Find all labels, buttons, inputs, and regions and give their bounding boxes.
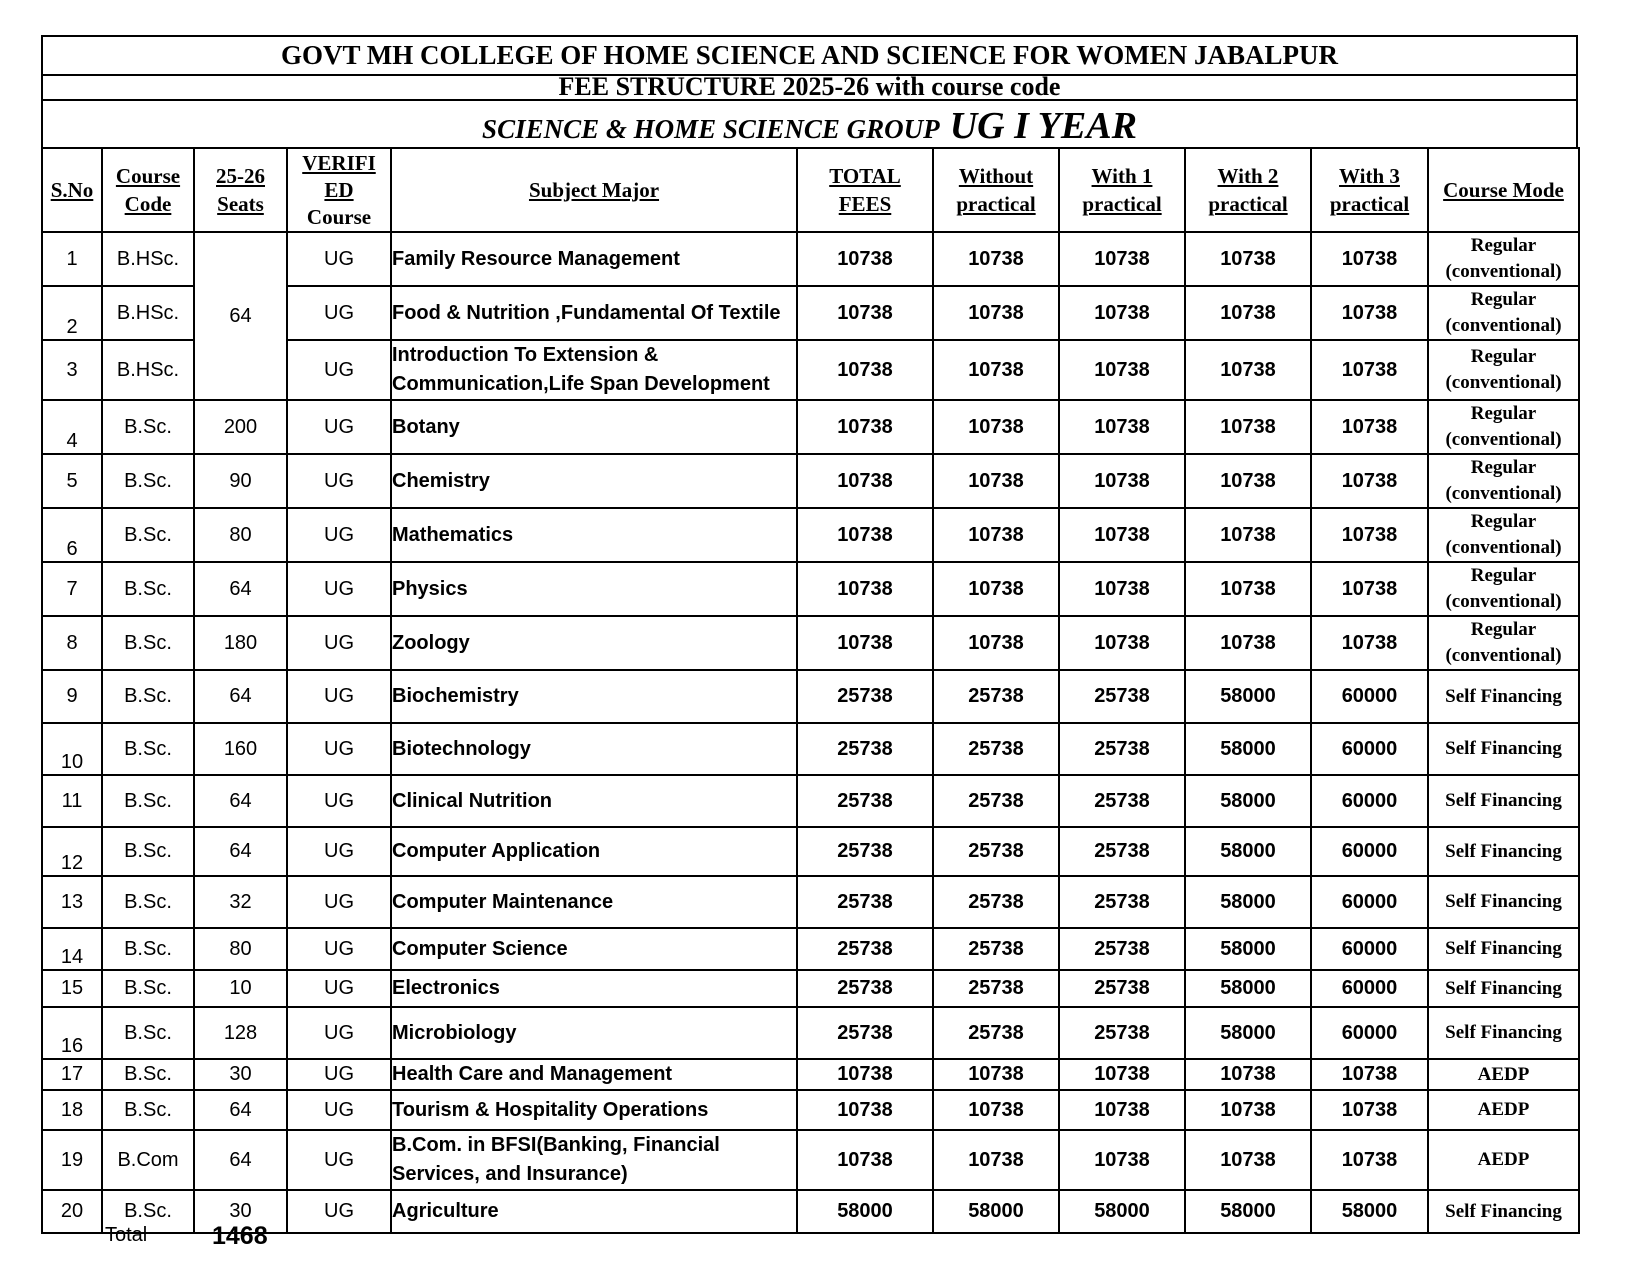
- total-seats-value: 1468: [212, 1222, 268, 1250]
- sno-cell: 17: [42, 1059, 102, 1090]
- with3-fee-cell: 60000: [1311, 723, 1428, 775]
- table-row: [42, 970, 1579, 1007]
- course-code-cell: B.Sc.: [102, 400, 194, 454]
- with2-fee-cell: 58000: [1185, 970, 1311, 1007]
- with1-fee-cell: 25738: [1059, 928, 1185, 970]
- sno-cell: 9: [42, 670, 102, 723]
- col-with2-line2: practical: [1208, 192, 1288, 216]
- col-verified-line3: Course: [306, 204, 372, 229]
- course-mode-cell: Self Financing: [1428, 1007, 1579, 1059]
- with2-fee-cell: 10738: [1185, 340, 1311, 400]
- col-verified-header: [287, 148, 391, 232]
- with3-fee-cell: 10738: [1311, 1090, 1428, 1130]
- with2-fee-cell: 10738: [1185, 508, 1311, 562]
- without-fee-cell: 10738: [933, 1130, 1059, 1190]
- seats-cell: 200: [194, 400, 287, 454]
- course-mode-cell: Regular (conventional): [1428, 286, 1579, 340]
- sno-cell: 15: [42, 970, 102, 1007]
- with1-fee-cell: 58000: [1059, 1190, 1185, 1233]
- verified-course-cell: UG: [287, 876, 391, 928]
- with1-fee-cell: 25738: [1059, 970, 1185, 1007]
- subject-cell: Tourism & Hospitality Operations: [391, 1090, 797, 1130]
- course-mode-cell: Regular (conventional): [1428, 232, 1579, 286]
- with3-fee-cell: 10738: [1311, 454, 1428, 508]
- sno-cell: 19: [42, 1130, 102, 1190]
- col-seats-line1: 25-26: [216, 164, 265, 188]
- with1-fee-cell: 25738: [1059, 827, 1185, 876]
- verified-course-cell: UG: [287, 670, 391, 723]
- seats-cell: 90: [194, 454, 287, 508]
- course-mode-cell: Self Financing: [1428, 928, 1579, 970]
- course-mode-cell: Regular (conventional): [1428, 508, 1579, 562]
- col-course-code-line2: Code: [124, 192, 172, 216]
- subject-cell: Biochemistry: [391, 670, 797, 723]
- seats-cell: 32: [194, 876, 287, 928]
- course-mode-cell: Regular (conventional): [1428, 616, 1579, 670]
- sno-cell: 14: [42, 928, 102, 970]
- sno-cell: 3: [42, 340, 102, 400]
- subject-cell: Botany: [391, 400, 797, 454]
- with3-fee-cell: 58000: [1311, 1190, 1428, 1233]
- with2-fee-cell: 58000: [1185, 1190, 1311, 1233]
- with2-fee-cell: 58000: [1185, 775, 1311, 827]
- seats-cell: 64: [194, 670, 287, 723]
- sno-cell: 7: [42, 562, 102, 616]
- with3-fee-cell: 60000: [1311, 827, 1428, 876]
- col-with1-line1: With 1: [1091, 164, 1153, 188]
- course-mode-cell: AEDP: [1428, 1059, 1579, 1090]
- col-without-line2: practical: [956, 192, 1036, 216]
- with3-fee-cell: 60000: [1311, 928, 1428, 970]
- course-code-cell: B.Sc.: [102, 876, 194, 928]
- col-seats-header: [194, 148, 287, 232]
- subject-cell: Computer Application: [391, 827, 797, 876]
- course-code-cell: B.Sc.: [102, 928, 194, 970]
- verified-course-cell: UG: [287, 1007, 391, 1059]
- sno-cell: 16: [42, 1007, 102, 1059]
- course-code-cell: B.Sc.: [102, 723, 194, 775]
- table-row: [42, 616, 1579, 670]
- table-row: [42, 876, 1579, 928]
- total-fee-cell: 25738: [797, 876, 933, 928]
- with2-fee-cell: 10738: [1185, 1090, 1311, 1130]
- col-with3-header: [1311, 148, 1428, 232]
- sno-cell: 10: [42, 723, 102, 775]
- verified-course-cell: UG: [287, 1130, 391, 1190]
- subject-cell: Computer Science: [391, 928, 797, 970]
- with3-fee-cell: 10738: [1311, 508, 1428, 562]
- with1-fee-cell: 25738: [1059, 670, 1185, 723]
- subject-cell: Family Resource Management: [391, 232, 797, 286]
- with2-fee-cell: 10738: [1185, 232, 1311, 286]
- col-total-line1: TOTAL: [829, 164, 901, 188]
- with3-fee-cell: 60000: [1311, 970, 1428, 1007]
- with3-fee-cell: 10738: [1311, 286, 1428, 340]
- with3-fee-cell: 10738: [1311, 340, 1428, 400]
- course-mode-cell: Regular (conventional): [1428, 454, 1579, 508]
- total-fee-cell: 25738: [797, 723, 933, 775]
- course-mode-cell: Self Financing: [1428, 827, 1579, 876]
- total-label: Total: [105, 1224, 148, 1246]
- verified-course-cell: UG: [287, 400, 391, 454]
- table-row: [42, 1059, 1579, 1090]
- total-fee-cell: 10738: [797, 454, 933, 508]
- seats-cell: 80: [194, 508, 287, 562]
- with3-fee-cell: 10738: [1311, 1130, 1428, 1190]
- total-fee-cell: 25738: [797, 928, 933, 970]
- course-code-cell: B.Com: [102, 1130, 194, 1190]
- verified-course-cell: UG: [287, 1190, 391, 1233]
- table-row: [42, 400, 1579, 454]
- with2-fee-cell: 58000: [1185, 876, 1311, 928]
- totals-footer: [41, 1222, 441, 1262]
- subject-cell: Health Care and Management: [391, 1059, 797, 1090]
- with1-fee-cell: 10738: [1059, 1059, 1185, 1090]
- without-fee-cell: 25738: [933, 928, 1059, 970]
- course-code-cell: B.Sc.: [102, 670, 194, 723]
- table-row: [42, 670, 1579, 723]
- total-fee-cell: 10738: [797, 1059, 933, 1090]
- seats-cell: 64: [194, 827, 287, 876]
- without-fee-cell: 10738: [933, 454, 1059, 508]
- subject-cell: Physics: [391, 562, 797, 616]
- without-fee-cell: 10738: [933, 508, 1059, 562]
- subject-cell: B.Com. in BFSI(Banking, Financial Services, and Insurance): [391, 1130, 797, 1190]
- with3-fee-cell: 60000: [1311, 775, 1428, 827]
- without-fee-cell: 10738: [933, 340, 1059, 400]
- without-fee-cell: 10738: [933, 616, 1059, 670]
- total-fee-cell: 25738: [797, 1007, 933, 1059]
- course-mode-cell: Self Financing: [1428, 723, 1579, 775]
- table-row: [42, 775, 1579, 827]
- sno-cell: 13: [42, 876, 102, 928]
- with1-fee-cell: 25738: [1059, 775, 1185, 827]
- total-fee-cell: 10738: [797, 508, 933, 562]
- without-fee-cell: 25738: [933, 670, 1059, 723]
- with3-fee-cell: 10738: [1311, 1059, 1428, 1090]
- total-fee-cell: 25738: [797, 670, 933, 723]
- seats-cell: 64: [194, 775, 287, 827]
- col-mode-header: Course Mode: [1428, 148, 1579, 232]
- verified-course-cell: UG: [287, 1090, 391, 1130]
- total-fee-cell: 25738: [797, 827, 933, 876]
- verified-course-cell: UG: [287, 340, 391, 400]
- with2-fee-cell: 58000: [1185, 670, 1311, 723]
- with1-fee-cell: 10738: [1059, 400, 1185, 454]
- with3-fee-cell: 10738: [1311, 616, 1428, 670]
- course-mode-cell: AEDP: [1428, 1090, 1579, 1130]
- col-course-code-header: [102, 148, 194, 232]
- course-code-cell: B.HSc.: [102, 286, 194, 340]
- with1-fee-cell: 25738: [1059, 1007, 1185, 1059]
- with1-fee-cell: 25738: [1059, 876, 1185, 928]
- table-row: [42, 1090, 1579, 1130]
- verified-course-cell: UG: [287, 827, 391, 876]
- seats-cell: 128: [194, 1007, 287, 1059]
- table-row: [42, 562, 1579, 616]
- verified-course-cell: UG: [287, 454, 391, 508]
- col-without-line1: Without: [958, 164, 1034, 188]
- with3-fee-cell: 60000: [1311, 670, 1428, 723]
- with2-fee-cell: 58000: [1185, 928, 1311, 970]
- subject-cell: Clinical Nutrition: [391, 775, 797, 827]
- course-mode-cell: AEDP: [1428, 1130, 1579, 1190]
- total-fee-cell: 10738: [797, 1130, 933, 1190]
- verified-course-cell: UG: [287, 970, 391, 1007]
- col-with3-line2: practical: [1329, 192, 1410, 216]
- col-with2-header: [1185, 148, 1311, 232]
- with2-fee-cell: 10738: [1185, 454, 1311, 508]
- course-code-cell: B.Sc.: [102, 827, 194, 876]
- total-fee-cell: 10738: [797, 286, 933, 340]
- total-fee-cell: 10738: [797, 400, 933, 454]
- table-row: [42, 508, 1579, 562]
- verified-course-cell: UG: [287, 775, 391, 827]
- total-fee-cell: 58000: [797, 1190, 933, 1233]
- with2-fee-cell: 10738: [1185, 286, 1311, 340]
- table-row: [42, 827, 1579, 876]
- subject-cell: Zoology: [391, 616, 797, 670]
- seats-cell: 30: [194, 1059, 287, 1090]
- col-with1-line2: practical: [1082, 192, 1162, 216]
- seats-cell: 160: [194, 723, 287, 775]
- with1-fee-cell: 10738: [1059, 286, 1185, 340]
- col-total-header: [797, 148, 933, 232]
- col-verified-line1: VERIFI: [302, 150, 376, 175]
- year-label: UG I YEAR: [949, 105, 1137, 147]
- subject-cell: Computer Maintenance: [391, 876, 797, 928]
- course-mode-cell: Regular (conventional): [1428, 340, 1579, 400]
- table-row: [42, 232, 1579, 286]
- col-seats-line2: Seats: [217, 192, 264, 216]
- total-fee-cell: 10738: [797, 616, 933, 670]
- fee-structure-title: FEE STRUCTURE 2025-26 with course code: [41, 74, 1578, 99]
- with2-fee-cell: 10738: [1185, 400, 1311, 454]
- total-fee-cell: 25738: [797, 775, 933, 827]
- seats-cell: 64: [194, 232, 287, 400]
- verified-course-cell: UG: [287, 928, 391, 970]
- table-row: [42, 1130, 1579, 1190]
- col-without-header: [933, 148, 1059, 232]
- without-fee-cell: 25738: [933, 775, 1059, 827]
- course-code-cell: B.Sc.: [102, 1059, 194, 1090]
- with3-fee-cell: 10738: [1311, 400, 1428, 454]
- without-fee-cell: 25738: [933, 723, 1059, 775]
- with1-fee-cell: 10738: [1059, 562, 1185, 616]
- course-mode-cell: Regular (conventional): [1428, 562, 1579, 616]
- col-with2-line1: With 2: [1217, 164, 1279, 188]
- with3-fee-cell: 10738: [1311, 232, 1428, 286]
- without-fee-cell: 25738: [933, 1007, 1059, 1059]
- without-fee-cell: 10738: [933, 400, 1059, 454]
- sno-cell: 6: [42, 508, 102, 562]
- with2-fee-cell: 10738: [1185, 1059, 1311, 1090]
- sno-cell: 20: [42, 1190, 102, 1233]
- without-fee-cell: 10738: [933, 232, 1059, 286]
- subject-cell: Microbiology: [391, 1007, 797, 1059]
- course-mode-cell: Self Financing: [1428, 670, 1579, 723]
- col-with1-header: [1059, 148, 1185, 232]
- with1-fee-cell: 10738: [1059, 508, 1185, 562]
- sno-cell: 4: [42, 400, 102, 454]
- table-row: [42, 1007, 1579, 1059]
- sno-cell: 11: [42, 775, 102, 827]
- sno-cell: 12: [42, 827, 102, 876]
- college-title: GOVT MH COLLEGE OF HOME SCIENCE AND SCIENCE FOR WOMEN JABALPUR: [41, 35, 1578, 74]
- col-course-code-line1: Course: [115, 164, 181, 188]
- with2-fee-cell: 58000: [1185, 723, 1311, 775]
- sno-cell: 8: [42, 616, 102, 670]
- total-fee-cell: 10738: [797, 1090, 933, 1130]
- seats-cell: 64: [194, 1130, 287, 1190]
- course-code-cell: B.Sc.: [102, 775, 194, 827]
- seats-cell: 80: [194, 928, 287, 970]
- without-fee-cell: 10738: [933, 562, 1059, 616]
- seats-cell: 64: [194, 1090, 287, 1130]
- total-fee-cell: 10738: [797, 562, 933, 616]
- col-subject-header: Subject Major: [391, 148, 797, 232]
- fee-sheet: [41, 35, 1578, 1234]
- with1-fee-cell: 10738: [1059, 1130, 1185, 1190]
- sno-cell: 18: [42, 1090, 102, 1130]
- with1-fee-cell: 25738: [1059, 723, 1185, 775]
- course-code-cell: B.Sc.: [102, 616, 194, 670]
- course-code-cell: B.Sc.: [102, 1190, 194, 1233]
- sno-cell: 1: [42, 232, 102, 286]
- verified-course-cell: UG: [287, 616, 391, 670]
- without-fee-cell: 25738: [933, 827, 1059, 876]
- subject-cell: Chemistry: [391, 454, 797, 508]
- subject-cell: Mathematics: [391, 508, 797, 562]
- sno-cell: 2: [42, 286, 102, 340]
- group-name: SCIENCE & HOME SCIENCE GROUP: [482, 114, 940, 144]
- with3-fee-cell: 60000: [1311, 1007, 1428, 1059]
- with3-fee-cell: 60000: [1311, 876, 1428, 928]
- col-sno-header: S.No: [42, 148, 102, 232]
- course-code-cell: B.Sc.: [102, 1007, 194, 1059]
- total-fee-cell: 10738: [797, 340, 933, 400]
- with1-fee-cell: 10738: [1059, 454, 1185, 508]
- verified-course-cell: UG: [287, 286, 391, 340]
- group-title: [41, 99, 1578, 147]
- with1-fee-cell: 10738: [1059, 616, 1185, 670]
- fee-table: [41, 147, 1580, 1234]
- course-mode-cell: Self Financing: [1428, 775, 1579, 827]
- without-fee-cell: 58000: [933, 1190, 1059, 1233]
- seats-cell: 180: [194, 616, 287, 670]
- subject-cell: Agriculture: [391, 1190, 797, 1233]
- total-fee-cell: 25738: [797, 970, 933, 1007]
- verified-course-cell: UG: [287, 508, 391, 562]
- table-row: [42, 454, 1579, 508]
- subject-cell: Electronics: [391, 970, 797, 1007]
- course-mode-cell: Self Financing: [1428, 1190, 1579, 1233]
- verified-course-cell: UG: [287, 1059, 391, 1090]
- without-fee-cell: 25738: [933, 970, 1059, 1007]
- course-mode-cell: Self Financing: [1428, 876, 1579, 928]
- with3-fee-cell: 10738: [1311, 562, 1428, 616]
- without-fee-cell: 10738: [933, 286, 1059, 340]
- seats-cell: 10: [194, 970, 287, 1007]
- header-row: [42, 148, 1579, 232]
- verified-course-cell: UG: [287, 562, 391, 616]
- verified-course-cell: UG: [287, 232, 391, 286]
- course-code-cell: B.Sc.: [102, 562, 194, 616]
- without-fee-cell: 10738: [933, 1059, 1059, 1090]
- with2-fee-cell: 10738: [1185, 1130, 1311, 1190]
- seats-cell: 64: [194, 562, 287, 616]
- fee-table-body: [42, 232, 1579, 1233]
- col-with3-line1: With 3: [1339, 164, 1400, 188]
- verified-course-cell: UG: [287, 723, 391, 775]
- with2-fee-cell: 10738: [1185, 616, 1311, 670]
- course-code-cell: B.HSc.: [102, 340, 194, 400]
- course-code-cell: B.Sc.: [102, 508, 194, 562]
- course-code-cell: B.Sc.: [102, 970, 194, 1007]
- col-verified-line2: ED: [324, 177, 354, 202]
- without-fee-cell: 10738: [933, 1090, 1059, 1130]
- table-row: [42, 928, 1579, 970]
- sno-cell: 5: [42, 454, 102, 508]
- course-mode-cell: Self Financing: [1428, 970, 1579, 1007]
- table-row: [42, 723, 1579, 775]
- total-fee-cell: 10738: [797, 232, 933, 286]
- with1-fee-cell: 10738: [1059, 1090, 1185, 1130]
- course-code-cell: B.Sc.: [102, 1090, 194, 1130]
- with1-fee-cell: 10738: [1059, 232, 1185, 286]
- course-mode-cell: Regular (conventional): [1428, 400, 1579, 454]
- col-total-line2: FEES: [838, 192, 892, 216]
- course-code-cell: B.HSc.: [102, 232, 194, 286]
- with2-fee-cell: 10738: [1185, 562, 1311, 616]
- subject-cell: Food & Nutrition ,Fundamental Of Textile: [391, 286, 797, 340]
- course-code-cell: B.Sc.: [102, 454, 194, 508]
- with1-fee-cell: 10738: [1059, 340, 1185, 400]
- subject-cell: Biotechnology: [391, 723, 797, 775]
- subject-cell: Introduction To Extension & Communication,Life Span Development: [391, 340, 797, 400]
- without-fee-cell: 25738: [933, 876, 1059, 928]
- seats-cell: 30: [194, 1190, 287, 1233]
- with2-fee-cell: 58000: [1185, 1007, 1311, 1059]
- with2-fee-cell: 58000: [1185, 827, 1311, 876]
